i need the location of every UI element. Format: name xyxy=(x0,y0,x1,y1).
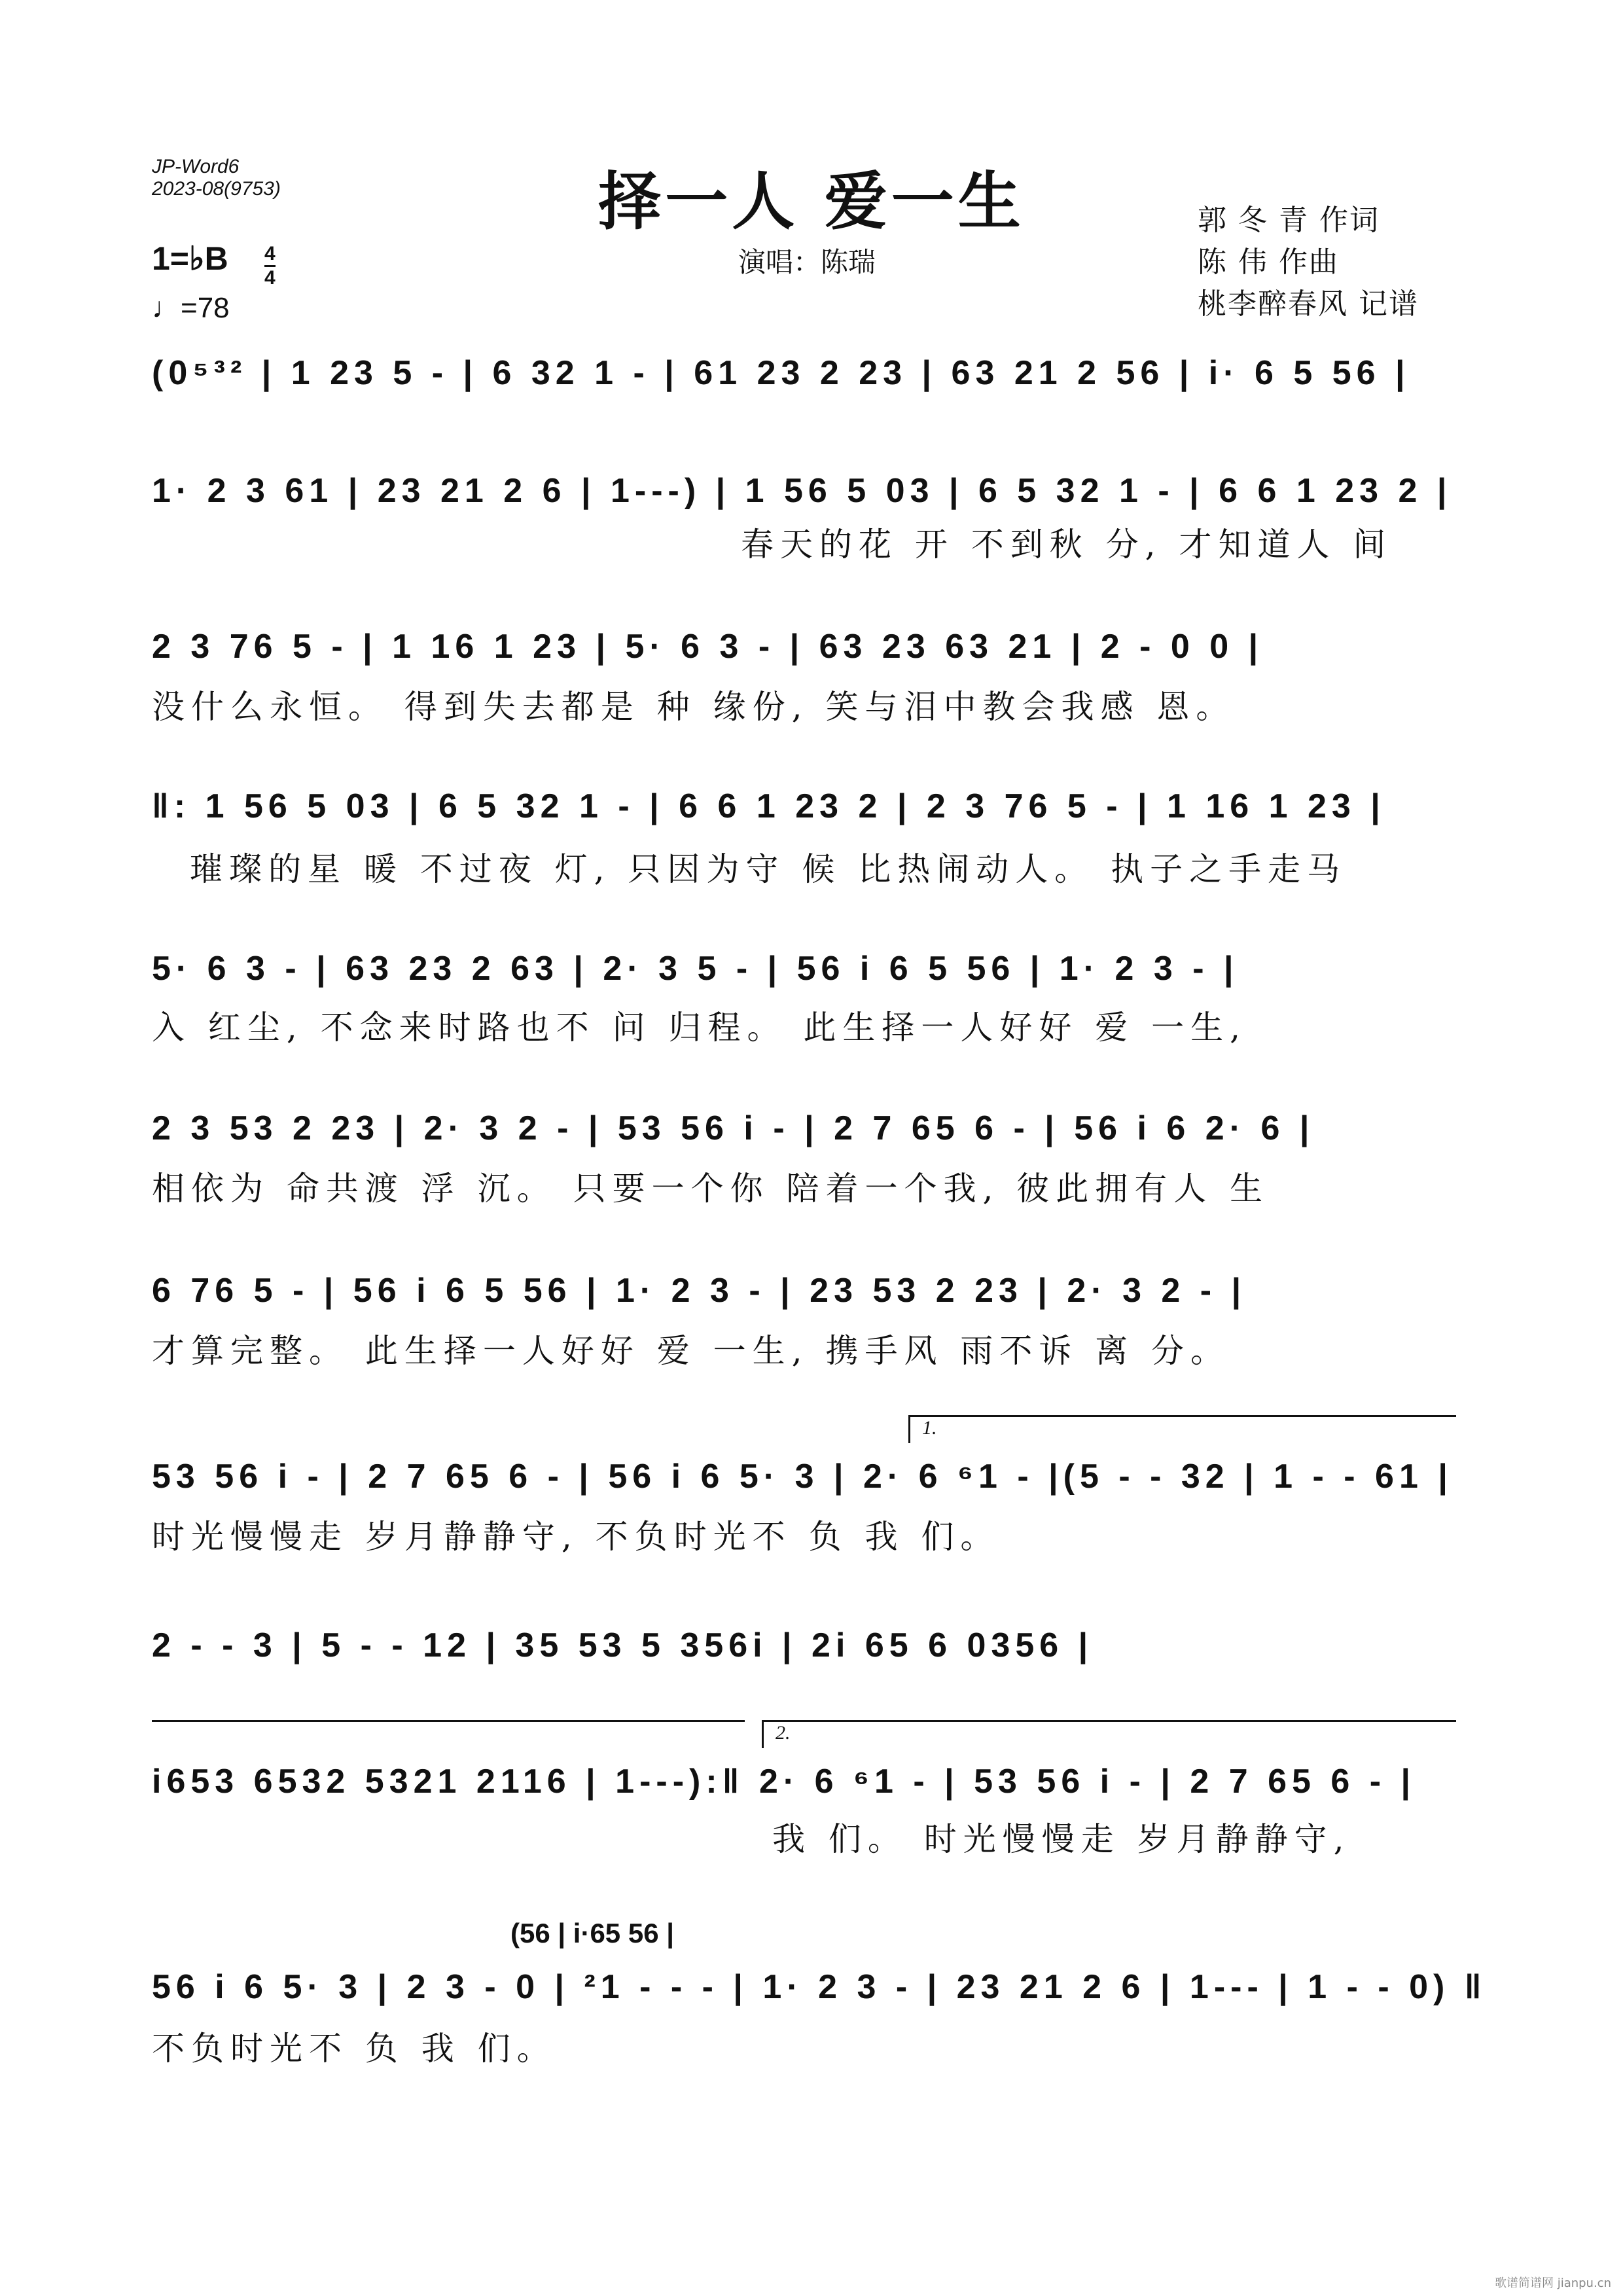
score-line-11-lyrics: 不负时光不 负 我 们。 xyxy=(152,2030,556,2068)
score-line-2-notes: 1· 2 3 61 | 23 21 2 6 | 1---) | 1 56 5 03 | 6 5 32 1 - | 6 6 1 23 2 | xyxy=(152,472,1452,510)
score-line-4-notes: ‖: 1 56 5 03 | 6 5 32 1 - | 6 6 1 23 2 | 2 3 76 5 - | 1 16 1 23 | xyxy=(152,787,1385,825)
time-sig-top: 4 xyxy=(264,243,276,264)
lyricist-credit: 郭 冬 青 作词 xyxy=(1198,204,1380,237)
key-signature: 1=♭B xyxy=(152,240,228,277)
singer-label: 演唱：陈瑞 xyxy=(738,246,876,278)
composer-credit: 陈 伟 作曲 xyxy=(1198,245,1339,279)
score-line-10-lyrics: 我 们。 时光慢慢走 岁月静静守, xyxy=(772,1820,1351,1858)
score-line-10-notes: i653 6532 5321 2116 | 1---):‖ 2· 6 ⁶1 - | 53 56 i - | 2 7 65 6 - | xyxy=(152,1763,1416,1801)
score-line-5-notes: 5· 6 3 - | 63 23 2 63 | 2· 3 5 - | 56 i 6 5 56 | 1· 2 3 - | xyxy=(152,950,1239,988)
version-label: 2023-08(9753) xyxy=(152,178,281,200)
score-line-6-notes: 2 3 53 2 23 | 2· 3 2 - | 53 56 i - | 2 7 65 6 - | 56 i 6 2· 6 | xyxy=(152,1109,1315,1147)
time-signature xyxy=(264,243,276,289)
score-line-7-notes: 6 76 5 - | 56 i 6 5 56 | 1· 2 3 - | 23 53 2 23 | 2· 3 2 - | xyxy=(152,1272,1247,1310)
score-line-2-lyrics: 春天的花 开 不到秋 分, 才知道人 间 xyxy=(741,526,1393,564)
score-line-8-notes: 53 56 i - | 2 7 65 6 - | 56 i 6 5· 3 | 2· 6 ⁶1 - |(5 - - 32 | 1 - - 61 | xyxy=(152,1458,1453,1496)
software-label: JP-Word6 xyxy=(152,156,240,177)
time-sig-bottom: 4 xyxy=(264,267,276,289)
score-line-1-notes: (0⁵³² | 1 23 5 - | 6 32 1 - | 61 23 2 23 | 63 21 2 56 | i· 6 5 56 | xyxy=(152,354,1410,392)
score-line-5-lyrics: 入 红尘, 不念来时路也不 问 归程。 此生择一人好好 爱 一生, xyxy=(152,1009,1247,1047)
song-title: 择一人 爱一生 xyxy=(598,164,1025,238)
ossia-notes: (56 | i·65 56 | xyxy=(510,1918,674,1948)
score-line-3-notes: 2 3 76 5 - | 1 16 1 23 | 5· 6 3 - | 63 23 63 21 | 2 - 0 0 | xyxy=(152,628,1264,666)
volta-2-bracket xyxy=(762,1720,1456,1748)
score-line-9-notes: 2 - - 3 | 5 - - 12 | 35 53 5 356i | 2i 65 6 0356 | xyxy=(152,1626,1094,1664)
score-line-11-notes: 56 i 6 5· 3 | 2 3 - 0 | ²1 - - - | 1· 2 3 - | 23 21 2 6 | 1--- | 1 - - 0) ‖ xyxy=(152,1968,1487,2006)
beam-bracket xyxy=(152,1720,745,1722)
score-line-8-lyrics: 时光慢慢走 岁月静静守, 不负时光不 负 我 们。 xyxy=(152,1518,1000,1556)
volta-1-bracket xyxy=(908,1415,1456,1443)
transcriber-credit: 桃李醉春风 记谱 xyxy=(1198,287,1419,321)
score-line-6-lyrics: 相依为 命共渡 浮 沉。 只要一个你 陪着一个我, 彼此拥有人 生 xyxy=(152,1170,1270,1208)
score-line-4-lyrics: 璀璨的星 暖 不过夜 灯, 只因为守 候 比热闹动人。 执子之手走马 xyxy=(190,850,1347,888)
volta-1-label: 1. xyxy=(922,1417,937,1439)
tempo-marking: ♩=78 xyxy=(152,292,230,324)
score-line-7-lyrics: 才算完整。 此生择一人好好 爱 一生, 携手风 雨不诉 离 分。 xyxy=(152,1332,1230,1370)
volta-2-label: 2. xyxy=(776,1722,791,1744)
score-line-3-lyrics: 没什么永恒。 得到失去都是 种 缘份, 笑与泪中教会我感 恩。 xyxy=(152,688,1236,726)
footer-watermark: 歌谱简谱网 jianpu.cn xyxy=(1494,2276,1611,2290)
